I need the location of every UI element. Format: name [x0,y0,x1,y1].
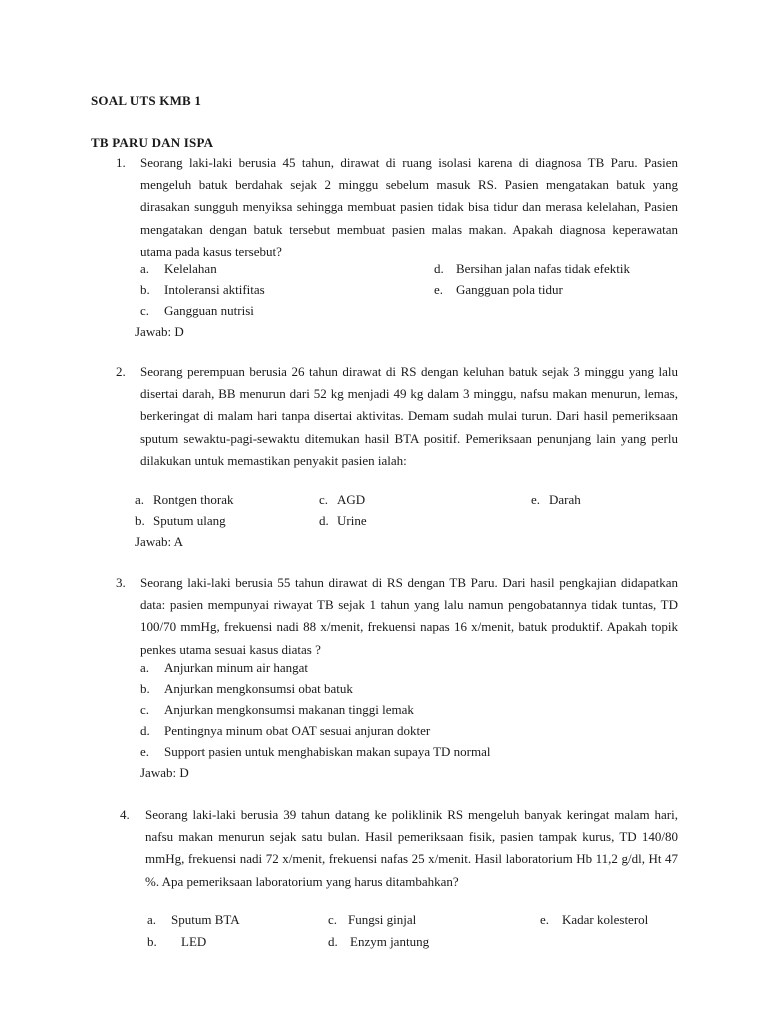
option-e: e. Darah [531,492,581,507]
option-e: e. Support pasien untuk menghabiskan makan supaya TD normal [140,744,491,759]
question-text: Seorang laki-laki berusia 39 tahun datang ke poliklinik RS mengeluh banyak keringat malam hari, nafsu makan menurun sejak satu bulan. Hasil pemeriksaan fisik, pasien tampak kurus, TD 140/80 mmHg, frekuensi nadi 72 x/menit, frekuensi nafas 25 x/menit. Hasil laboratorium Hb 11,2 g/dl, Ht 47 %. Apa pemeriksaan laboratorium yang harus ditambahkan? [145,807,678,889]
option-e: e. Gangguan pola tidur [434,282,563,297]
answer-key: Jawab: A [135,534,184,549]
question-text: Seorang laki-laki berusia 45 tahun, dirawat di ruang isolasi karena di diagnosa TB Paru. Pasien mengeluh batuk berdahak sejak 2 minggu sebelum masuk RS. Pasien mengatakan batuk yang dirasakan sungguh menyiksa sehingga membuat pasien tidak bisa tidur dan merasa kelelahan, Pasien mengatakan dengan batuk tersebut membuat pasien malas makan. Apakah diagnosa keperawatan utama pada kasus tersebut? [140,155,678,259]
question-number: 1. [116,155,126,170]
question-number: 2. [116,364,126,379]
option-a: a. Rontgen thorak [135,492,234,507]
question-text: Seorang laki-laki berusia 55 tahun dirawat di RS dengan TB Paru. Dari hasil pengkajian didapatkan data: pasien mempunyai riwayat TB sejak 1 tahun yang lalu namun pengobatannya tidak tuntas, TD 100/70 mmHg, frekuensi nadi 88 x/menit, frekuensi napas 16 x/menit, batuk produktif. Apakah topik penkes utama sesuai kasus diatas ? [140,575,678,657]
option-c: c. AGD [319,492,366,507]
answer-key: Jawab: D [135,324,184,339]
option-b: b. LED [147,934,207,949]
question-number: 3. [116,575,126,590]
section-title: TB PARU DAN ISPA [91,135,214,150]
option-b: b. Anjurkan mengkonsumsi obat batuk [140,681,353,696]
question-number: 4. [120,807,130,822]
option-d: d. Enzym jantung [328,934,430,949]
option-a: a. Kelelahan [140,261,217,276]
option-b: b. Sputum ulang [135,513,226,528]
option-b: b. Intoleransi aktifitas [140,282,265,297]
option-c: c. Anjurkan mengkonsumsi makanan tinggi lemak [140,702,414,717]
option-a: a. Anjurkan minum air hangat [140,660,309,675]
option-d: d. Urine [319,513,367,528]
option-d: d. Bersihan jalan nafas tidak efektik [434,261,630,276]
question-text: Seorang perempuan berusia 26 tahun dirawat di RS dengan keluhan batuk sejak 3 minggu yang lalu disertai darah, BB menurun dari 52 kg menjadi 49 kg dalam 3 minggu, nafsu makan menurun, lemas, berkeringat di malam hari tanpa disertai aktivitas. Demam sudah mulai turun. Dari hasil pemeriksaan sputum sewaktu-pagi-sewaktu ditemukan hasil BTA positif. Pemeriksaan penunjang lain yang perlu dilakukan untuk memastikan penyakit pasien ialah: [140,364,678,468]
answer-key: Jawab: D [140,765,189,780]
option-c: c. Gangguan nutrisi [140,303,254,318]
document-title: SOAL UTS KMB 1 [91,93,202,108]
option-e: e. Kadar kolesterol [540,912,649,927]
option-c: c. Fungsi ginjal [328,912,417,927]
option-a: a. Sputum BTA [147,912,240,927]
option-d: d. Pentingnya minum obat OAT sesuai anjuran dokter [140,723,431,738]
